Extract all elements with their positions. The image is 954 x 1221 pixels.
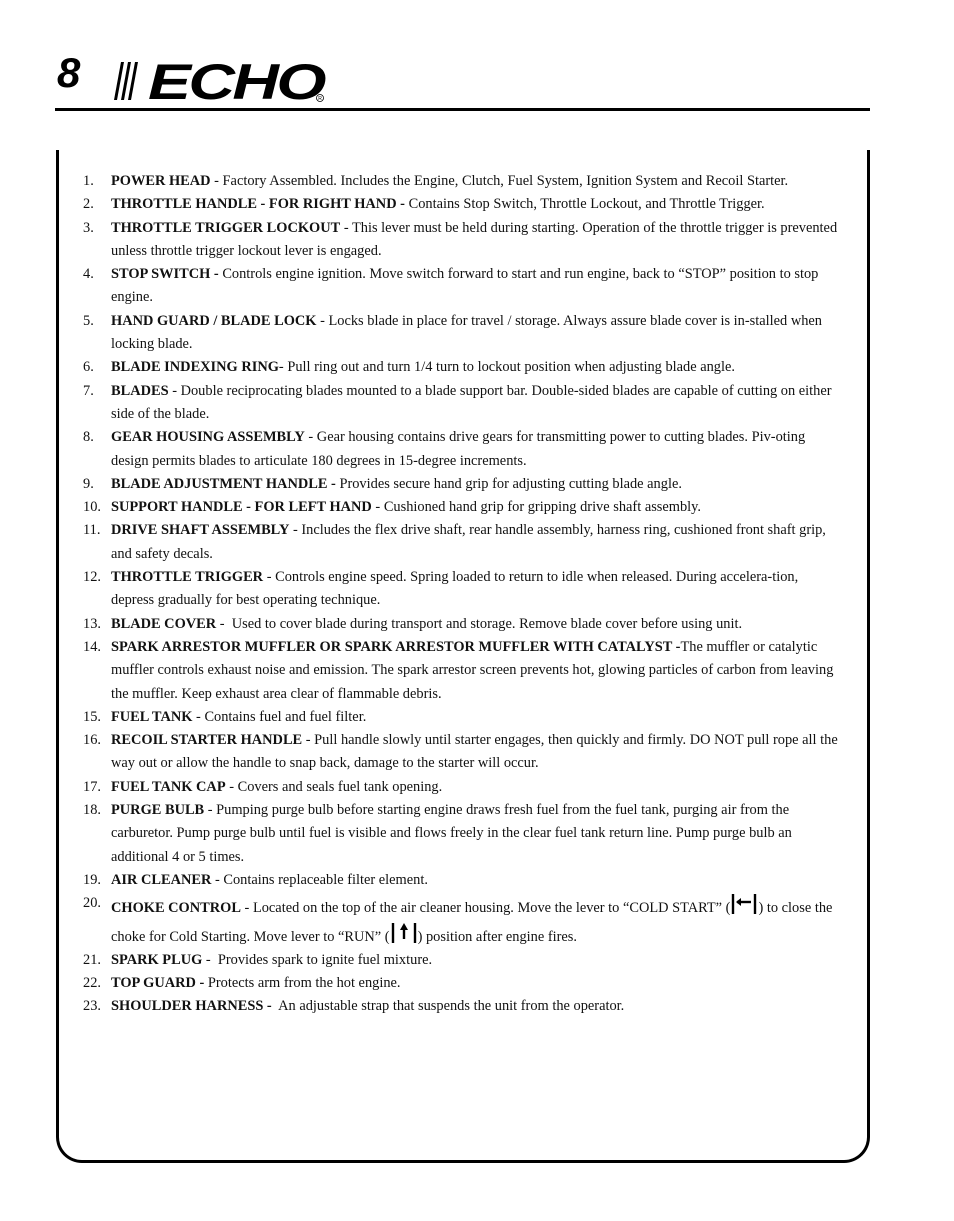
item-description: Controls engine speed. Spring loaded to return to idle when released. During accelera-tion, depress gradually for best operating technique. — [111, 569, 799, 609]
item-term: CHOKE CONTROL — [111, 900, 241, 917]
list-item — [83, 217, 843, 264]
item-text — [111, 972, 843, 995]
item-description: This lever must be held during starting. Operation of the throttle trigger is prevented unless throttle trigger lockout lever is engaged. — [111, 219, 838, 259]
item-term: THROTTLE TRIGGER LOCKOUT — [111, 219, 341, 236]
list-item — [83, 949, 843, 972]
item-number: 15. — [83, 708, 101, 725]
item-description: Gear housing contains drive gears for transmitting power to cutting blades. Piv-oting design permits blades to articulate 180 degrees in 15-degree increments. — [111, 429, 806, 469]
item-number: 18. — [83, 802, 101, 819]
list-item — [83, 426, 843, 473]
item-term: BLADE COVER — [111, 615, 217, 632]
item-description: An adjustable strap that suspends the unit from the operator. — [278, 998, 625, 1015]
list-item — [83, 613, 843, 636]
item-description: The muffler or catalytic muffler controls exhaust noise and emission. The spark arrestor screen prevents hot, glowing particles of carbon from leaving the muffler. Keep exhaust area clear of flammable debris. — [111, 638, 834, 702]
item-term: HAND GUARD / BLADE LOCK — [111, 312, 317, 329]
item-separator: - — [371, 499, 384, 516]
item-text — [111, 170, 843, 193]
item-number: 2. — [83, 196, 94, 213]
item-description: Pumping purge bulb before starting engine draws fresh fuel from the fuel tank, purging air from the carburetor. Pump purge bulb until fuel is visible and flows freely in the clear fuel tank return line. Pump purge bulb an additional 4 or 5 times. — [111, 802, 792, 865]
item-description: Located on the top of the air cleaner housing. Move the lever to “COLD START” ( — [252, 900, 731, 917]
item-description: Factory Assembled. Includes the Engine, Clutch, Fuel System, Ignition System and Recoil Starter. — [222, 173, 789, 189]
list-item — [83, 995, 843, 1018]
list-item — [83, 263, 843, 310]
item-separator: - — [316, 312, 329, 329]
item-text — [111, 892, 843, 949]
item-term: STOP SWITCH - — [111, 266, 219, 283]
item-description: Contains Stop Switch, Throttle Lockout, and Throttle Trigger. — [408, 196, 765, 213]
header-rule — [55, 108, 870, 111]
item-text — [111, 706, 843, 729]
item-separator: - — [240, 900, 253, 917]
item-text — [111, 869, 843, 892]
list-item — [83, 496, 843, 519]
item-number: 12. — [83, 569, 101, 586]
item-term: RECOIL STARTER HANDLE — [111, 732, 303, 749]
item-term: DRIVE SHAFT ASSEMBLY — [111, 522, 290, 539]
item-number: 13. — [83, 615, 101, 632]
item-number: 4. — [83, 266, 94, 283]
item-text — [111, 310, 843, 357]
svg-text:R: R — [318, 96, 322, 102]
list-item — [83, 636, 843, 706]
list-item — [83, 706, 843, 729]
item-description: Locks blade in place for travel / storage. Always assure blade cover is in-stalled when locking blade. — [111, 312, 822, 353]
list-item — [83, 776, 843, 799]
item-text — [111, 380, 843, 427]
item-term: FUEL TANK — [111, 708, 193, 725]
item-text — [111, 613, 843, 636]
item-description: Includes the flex drive shaft, rear handle assembly, harness ring, cushioned front shaft grip, and safety decals. — [111, 522, 826, 562]
item-number: 6. — [83, 359, 94, 376]
item-text — [111, 263, 843, 310]
item-separator: - — [225, 778, 238, 795]
item-description: Used to cover blade during transport and storage. Remove blade cover before using unit. — [231, 615, 743, 632]
item-term: SUPPORT HANDLE - FOR LEFT HAND — [111, 499, 372, 516]
item-description: Contains replaceable filter element. — [223, 871, 428, 888]
item-term: SPARK ARRESTOR MUFFLER OR SPARK ARRESTOR MUFFLER WITH CATALYST - — [111, 638, 681, 655]
choke-run-icon — [390, 921, 418, 945]
list-item — [83, 310, 843, 357]
item-description: Provides spark to ignite fuel mixture. — [217, 951, 433, 968]
item-term: BLADE INDEXING RING — [111, 359, 279, 376]
item-number: 19. — [83, 871, 101, 888]
item-term: PURGE BULB — [111, 802, 205, 819]
item-separator: - — [340, 219, 352, 236]
item-term: POWER HEAD — [111, 173, 211, 189]
list-item — [83, 869, 843, 892]
item-number: 8. — [83, 429, 94, 446]
item-separator: - — [210, 173, 223, 189]
item-term: AIR CLEANER — [111, 871, 212, 888]
item-description: Cushioned hand grip for gripping drive shaft assembly. — [383, 499, 702, 516]
item-separator: - — [211, 871, 224, 888]
item-description: ) to close the choke for Cold Starting. Move lever to “RUN” ( — [111, 900, 833, 945]
item-number: 9. — [83, 475, 94, 492]
list-item — [83, 972, 843, 995]
item-number: 11. — [83, 522, 101, 539]
item-description: Pull ring out and turn 1/4 turn to lockout position when adjusting blade angle. — [287, 359, 735, 376]
item-number: 1. — [83, 173, 94, 189]
list-item — [83, 519, 843, 566]
item-text — [111, 193, 843, 216]
item-text — [111, 473, 843, 496]
item-term: FUEL TANK CAP — [111, 778, 226, 795]
item-separator: - — [278, 359, 288, 376]
item-term: TOP GUARD - — [111, 975, 205, 992]
item-number: 14. — [83, 638, 101, 655]
item-description: Controls engine ignition. Move switch forward to start and run engine, back to “STOP” position to stop engine. — [111, 266, 819, 306]
brand-wordmark: ECHO — [148, 56, 327, 104]
list-item — [83, 380, 843, 427]
list-item — [83, 193, 843, 216]
echo-logo — [108, 56, 328, 104]
list-item — [83, 170, 843, 193]
item-separator: - — [168, 382, 181, 399]
item-number: 5. — [83, 312, 94, 329]
item-number: 20. — [83, 895, 101, 912]
item-text — [111, 217, 843, 264]
item-text — [111, 519, 843, 566]
item-text — [111, 636, 843, 706]
page-number: 8 — [57, 49, 81, 96]
list-item — [83, 356, 843, 379]
item-separator: - — [304, 429, 317, 446]
item-separator: - — [263, 569, 276, 586]
item-number: 22. — [83, 975, 101, 992]
choke-cold-start-icon — [730, 892, 758, 916]
item-separator: - — [204, 802, 217, 819]
item-term: GEAR HOUSING ASSEMBLY — [111, 429, 305, 446]
item-description: Contains fuel and fuel filter. — [204, 708, 367, 725]
item-number: 23. — [83, 998, 101, 1015]
item-term: THROTTLE TRIGGER — [111, 569, 264, 586]
item-number: 16. — [83, 732, 101, 749]
item-text — [111, 776, 843, 799]
item-term: SHOULDER HARNESS - — [111, 998, 272, 1015]
item-text — [111, 356, 843, 379]
item-text — [111, 566, 843, 613]
item-number: 7. — [83, 382, 94, 399]
item-number: 21. — [83, 951, 101, 968]
item-description: ) position after engine fires. — [417, 928, 578, 945]
item-text — [111, 496, 843, 519]
list-item — [83, 892, 843, 949]
item-text — [111, 729, 843, 776]
item-description: Provides secure hand grip for adjusting cutting blade angle. — [339, 475, 682, 492]
item-text — [111, 995, 843, 1018]
item-description: Pull handle slowly until starter engages, then quickly and firmly. DO NOT pull rope all the way out or allow the handle to snap back, damage to the starter will occur. — [111, 732, 838, 772]
item-description: Double reciprocating blades mounted to a blade support bar. Double-sided blades are capable of cutting on either side of the blade. — [111, 382, 832, 422]
list-item — [83, 799, 843, 869]
item-number: 17. — [83, 778, 101, 795]
item-separator: - — [202, 951, 218, 968]
item-text — [111, 799, 843, 869]
item-text — [111, 949, 843, 972]
item-description: Protects arm from the hot engine. — [207, 975, 401, 992]
list-item — [83, 566, 843, 613]
item-separator: - — [289, 522, 302, 539]
item-number: 3. — [83, 219, 94, 236]
item-separator: - — [302, 732, 315, 749]
item-separator: - — [192, 708, 205, 725]
item-term: SPARK PLUG — [111, 951, 203, 968]
item-term: BLADES — [111, 382, 169, 399]
item-term: BLADE ADJUSTMENT HANDLE - — [111, 475, 336, 492]
item-text — [111, 426, 843, 473]
list-item — [83, 473, 843, 496]
item-description: Covers and seals fuel tank opening. — [237, 778, 443, 795]
list-item — [83, 729, 843, 776]
item-term: THROTTLE HANDLE - FOR RIGHT HAND - — [111, 196, 405, 213]
item-number: 10. — [83, 499, 101, 516]
item-separator: - — [216, 615, 232, 632]
parts-list — [83, 170, 843, 1019]
